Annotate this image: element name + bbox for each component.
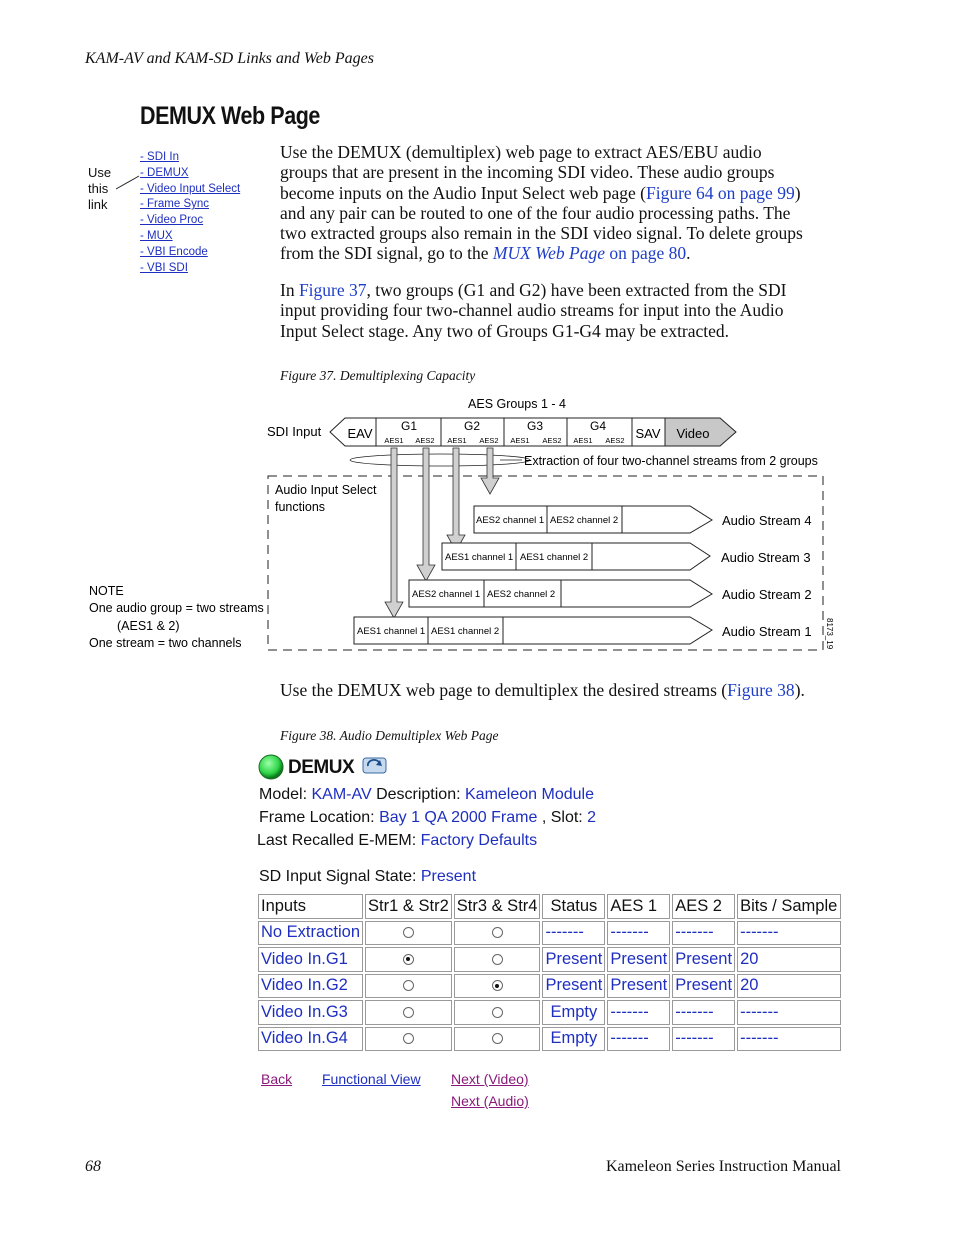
sidebar-link-vbi-encode[interactable]: - VBI Encode (140, 245, 208, 258)
stream-2-ch-b: AES2 channel 2 (487, 589, 556, 600)
model-line (259, 786, 594, 804)
str12-radio[interactable] (403, 954, 414, 965)
sidebar-link-video-input-select[interactable]: - Video Input Select (140, 182, 241, 195)
audio-stream-4-label: Audio Stream 4 (722, 513, 812, 528)
emem-label: Last Recalled E-MEM: (257, 832, 421, 849)
group-label-g4: G4 (589, 419, 607, 433)
radio-cell (454, 1027, 541, 1052)
stream-1-ch-b: AES1 channel 2 (431, 626, 500, 637)
figure-37-link[interactable]: Figure 37 (298, 280, 367, 300)
table-row (258, 947, 841, 972)
status-cell: Present (542, 947, 605, 972)
model-label: Model: (259, 786, 312, 803)
note-heading: NOTE (89, 584, 124, 598)
video-label: Video (676, 426, 710, 441)
aes2-tag: AES2 (542, 436, 562, 445)
note-line: One audio group = two streams (89, 601, 264, 615)
radio-cell (365, 947, 452, 972)
bits-cell: 20 (737, 947, 841, 972)
stream-1-ch-a: AES1 channel 1 (357, 626, 426, 637)
stream-3-ch-a: AES1 channel 1 (445, 552, 514, 563)
str12-radio[interactable] (403, 1033, 414, 1044)
sidebar-link-vbi-sdi[interactable]: - VBI SDI (140, 261, 188, 274)
aes-groups-label: AES Groups 1 - 4 (468, 397, 566, 411)
aes1-tag: AES1 (384, 436, 404, 445)
note-line: Use (88, 165, 112, 180)
status-cell: Empty (542, 1027, 605, 1052)
radio-cell (365, 921, 452, 946)
col-header: Str1 & Str2 (365, 894, 452, 919)
text-span: Use the DEMUX web page to demultiplex the desired streams ( (280, 680, 728, 700)
group-label-g2: G2 (463, 419, 481, 433)
text-span: ). (794, 680, 805, 700)
aes1-tag: AES1 (510, 436, 530, 445)
aes2-cell: ------- (672, 1000, 735, 1025)
aes2-tag: AES2 (415, 436, 435, 445)
aes2-cell: ------- (672, 921, 735, 946)
note-line: link (88, 197, 108, 212)
input-cell: Video In.G4 (258, 1027, 363, 1052)
figure38-paragraph (280, 680, 805, 700)
extract-arrow (385, 448, 403, 618)
emem-value: Factory Defaults (420, 832, 538, 849)
str34-radio[interactable] (492, 1007, 503, 1018)
aes1-cell: Present (607, 974, 670, 999)
intro-paragraph (280, 142, 850, 264)
str12-radio[interactable] (403, 927, 414, 938)
input-cell: Video In.G1 (258, 947, 363, 972)
radio-cell (365, 1000, 452, 1025)
aes1-cell: Present (607, 947, 670, 972)
demux-title: DEMUX (288, 757, 355, 778)
note-line: One stream = two channels (89, 636, 242, 650)
str34-radio[interactable] (492, 954, 503, 965)
sidebar-link-sdi-in[interactable]: - SDI In (140, 151, 179, 163)
demux-table (256, 892, 843, 1053)
aes2-cell: Present (672, 947, 735, 972)
extraction-label: Extraction of four two-channel streams from 2 groups (524, 454, 818, 468)
stream-2-ch-a: AES2 channel 1 (412, 589, 481, 600)
ais-label: Audio Input Select (275, 483, 377, 497)
audio-stream-1-label: Audio Stream 1 (722, 624, 812, 639)
radio-cell (454, 921, 541, 946)
stream-4-ch-b: AES2 channel 2 (550, 515, 619, 526)
sidebar-link-demux[interactable]: - DEMUX (140, 166, 189, 179)
demux-header (258, 753, 408, 783)
text-line (280, 183, 850, 203)
use-this-link-note (88, 165, 111, 213)
str34-radio[interactable] (492, 980, 503, 991)
refresh-icon[interactable] (362, 756, 388, 776)
sdi-input-label: SDI Input (267, 424, 322, 439)
radio-cell (365, 974, 452, 999)
text-line (280, 280, 850, 300)
page-number: 68 (85, 1158, 101, 1175)
status-cell: Present (542, 974, 605, 999)
text-line: Input Select stage. Any two of Groups G1-G4 may be extracted. (280, 320, 730, 341)
running-header: KAM-AV and KAM-SD Links and Web Pages (85, 50, 374, 67)
str34-radio[interactable] (492, 927, 503, 938)
sidebar-link-mux[interactable]: - MUX (140, 229, 173, 242)
table-row (258, 1000, 841, 1025)
input-cell: No Extraction (258, 921, 363, 946)
next-video-link[interactable]: Next (Video) (451, 1071, 529, 1087)
audio-stream-2-label: Audio Stream 2 (722, 587, 812, 602)
status-cell: ------- (542, 921, 605, 946)
next-audio-link[interactable]: Next (Audio) (451, 1093, 529, 1109)
emem-line (257, 832, 537, 850)
section-title: DEMUX Web Page (140, 102, 320, 130)
signal-state-line (259, 868, 476, 886)
figure38-caption: Figure 38. Audio Demultiplex Web Page (280, 728, 499, 743)
col-header: Status (542, 894, 605, 919)
figure-38-link[interactable]: Figure 38 (727, 680, 795, 700)
slot-label: , Slot: (537, 809, 588, 826)
status-cell: Empty (542, 1000, 605, 1025)
aes2-cell: ------- (672, 1027, 735, 1052)
back-link[interactable]: Back (261, 1071, 293, 1087)
text-line: Use the DEMUX (demultiplex) web page to extract AES/EBU audio (280, 142, 762, 162)
model-value: KAM-AV (311, 786, 372, 803)
figure-id: 8173_19 (825, 618, 834, 650)
col-header: Str3 & Str4 (454, 894, 541, 919)
radio-cell (365, 1027, 452, 1052)
bits-cell: ------- (737, 921, 841, 946)
table-row (258, 974, 841, 999)
group-label-g1: G1 (400, 419, 418, 433)
aes1-tag: AES1 (573, 436, 593, 445)
col-header: AES 1 (607, 894, 670, 919)
text-line (280, 243, 850, 263)
audio-stream-3-label: Audio Stream 3 (721, 550, 811, 565)
figure-64-link[interactable]: Figure 64 on page 99 (645, 182, 795, 203)
table-header-row (258, 894, 841, 919)
aes2-cell: Present (672, 974, 735, 999)
extract-arrow (447, 448, 465, 551)
figure37-paragraph (280, 280, 850, 341)
note-line: this (88, 181, 109, 196)
radio-cell (454, 974, 541, 999)
text-span: , two groups (G1 and G2) have been extracted from the SDI (366, 280, 787, 300)
text-line: and any pair can be routed to one of the four audio processing paths. The (280, 202, 791, 223)
table-row (258, 921, 841, 946)
frame-label: Frame Location: (259, 809, 380, 826)
stream-3-ch-b: AES1 channel 2 (520, 552, 589, 563)
text-line: input providing four two-channel audio streams for input into the Audio (280, 300, 784, 321)
description-value: Kameleon Module (465, 786, 594, 803)
text-span: become inputs on the Audio Input Select web page ( (280, 182, 646, 203)
bits-cell: ------- (737, 1000, 841, 1025)
figure37-caption: Figure 37. Demultiplexing Capacity (280, 368, 476, 383)
aes2-tag: AES2 (605, 436, 625, 445)
aes1-cell: ------- (607, 921, 670, 946)
col-header: Inputs (258, 894, 363, 919)
functional-view-link[interactable]: Functional View (322, 1071, 421, 1087)
eav-label: EAV (347, 426, 373, 441)
frame-value: Bay 1 QA 2000 Frame (379, 809, 538, 826)
aes1-tag: AES1 (447, 436, 467, 445)
aes1-cell: ------- (607, 1000, 670, 1025)
aes1-cell: ------- (607, 1027, 670, 1052)
table-row (258, 1027, 841, 1052)
mux-web-page-link[interactable]: MUX Web Page (492, 243, 605, 264)
mux-page-ref-link[interactable]: on page 80 (605, 243, 687, 264)
text-span: ) (794, 182, 801, 203)
str12-radio[interactable] (403, 980, 414, 991)
text-line: two extracted groups also remain in the SDI video signal. To delete groups (280, 223, 803, 244)
input-cell: Video In.G3 (258, 1000, 363, 1025)
col-header: AES 2 (672, 894, 735, 919)
note-line: (AES1 & 2) (117, 619, 180, 633)
radio-cell (454, 947, 541, 972)
signal-value: Present (420, 868, 477, 885)
signal-label: SD Input Signal State: (259, 868, 421, 885)
text-line: groups that are present in the incoming SDI video. These audio groups (280, 162, 775, 183)
ais-label: functions (275, 500, 326, 514)
extract-arrow (417, 448, 435, 581)
status-green-icon (258, 754, 286, 782)
radio-cell (454, 1000, 541, 1025)
col-header: Bits / Sample (737, 894, 841, 919)
text-span: In (280, 280, 299, 300)
sidebar-link-frame-sync[interactable]: - Frame Sync (140, 198, 210, 211)
sidebar-nav (140, 150, 240, 276)
text-span: from the SDI signal, go to the (280, 243, 493, 264)
str34-radio[interactable] (492, 1033, 503, 1044)
bits-cell: 20 (737, 974, 841, 999)
str12-radio[interactable] (403, 1007, 414, 1018)
description-label: Description: (371, 786, 465, 803)
slot-value: 2 (587, 809, 597, 826)
manual-title: Kameleon Series Instruction Manual (605, 1158, 841, 1175)
frame-location-line (259, 809, 596, 827)
text-span: . (686, 243, 691, 264)
bits-cell: ------- (737, 1027, 841, 1052)
aes2-tag: AES2 (479, 436, 499, 445)
stream-4-ch-a: AES2 channel 1 (476, 515, 545, 526)
input-cell: Video In.G2 (258, 974, 363, 999)
sidebar-link-video-proc[interactable]: - Video Proc (140, 214, 204, 227)
sav-label: SAV (635, 426, 661, 441)
demultiplexing-diagram (80, 390, 840, 660)
group-label-g3: G3 (526, 419, 544, 433)
